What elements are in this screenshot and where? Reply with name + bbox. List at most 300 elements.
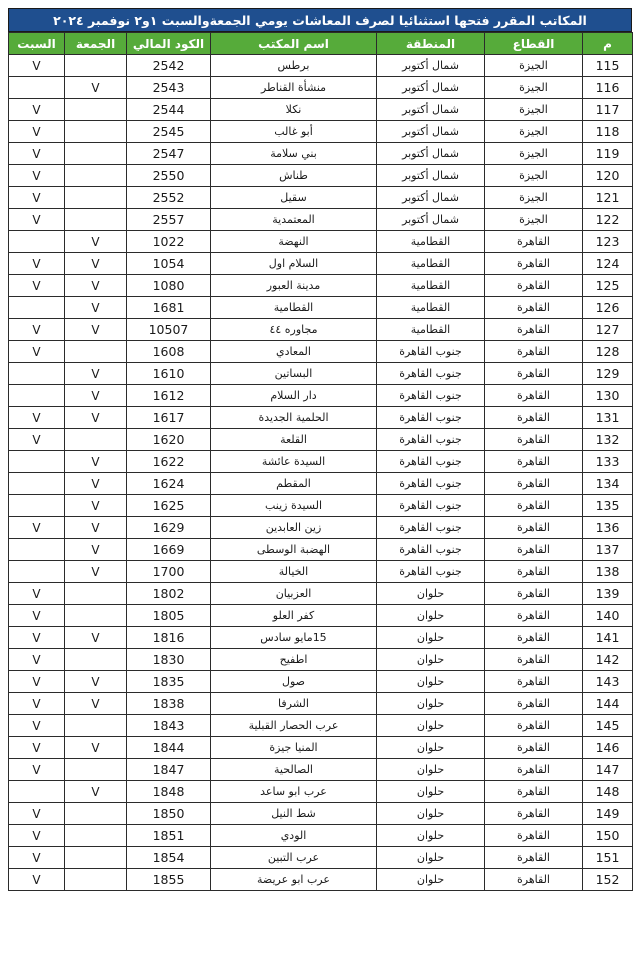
region-cell: القطامية [377, 319, 485, 341]
friday-cell [65, 803, 127, 825]
saturday-cell: V [9, 803, 65, 825]
region-cell: حلوان [377, 649, 485, 671]
saturday-cell: V [9, 825, 65, 847]
sector-cell: القاهرة [485, 495, 583, 517]
saturday-cell: V [9, 319, 65, 341]
region-cell: جنوب القاهرة [377, 363, 485, 385]
region-cell: حلوان [377, 847, 485, 869]
financial-code-cell: 1844 [127, 737, 211, 759]
saturday-cell: V [9, 407, 65, 429]
saturday-cell [9, 561, 65, 583]
sector-cell: القاهرة [485, 781, 583, 803]
friday-cell: V [65, 231, 127, 253]
serial-number-cell: 151 [583, 847, 633, 869]
financial-code-cell: 1855 [127, 869, 211, 891]
saturday-cell: V [9, 605, 65, 627]
table-row [9, 473, 633, 495]
friday-cell [65, 55, 127, 77]
financial-code-cell: 1854 [127, 847, 211, 869]
serial-number-cell: 140 [583, 605, 633, 627]
saturday-cell [9, 495, 65, 517]
table-row [9, 253, 633, 275]
friday-cell [65, 759, 127, 781]
saturday-cell: V [9, 55, 65, 77]
sector-cell: القاهرة [485, 847, 583, 869]
financial-code-cell: 1847 [127, 759, 211, 781]
saturday-cell: V [9, 869, 65, 891]
sector-cell: القاهرة [485, 363, 583, 385]
friday-cell: V [65, 297, 127, 319]
office-name-cell: المنيا جيزة [211, 737, 377, 759]
serial-number-cell: 136 [583, 517, 633, 539]
serial-number-cell: 145 [583, 715, 633, 737]
region-cell: شمال أكتوبر [377, 121, 485, 143]
region-cell: جنوب القاهرة [377, 473, 485, 495]
region-cell: جنوب القاهرة [377, 385, 485, 407]
office-name-cell: منشأة القناطر [211, 77, 377, 99]
table-row [9, 451, 633, 473]
sector-cell: الجيزة [485, 55, 583, 77]
region-cell: جنوب القاهرة [377, 517, 485, 539]
financial-code-cell: 1624 [127, 473, 211, 495]
serial-number-cell: 121 [583, 187, 633, 209]
financial-code-cell: 1612 [127, 385, 211, 407]
serial-number-cell: 142 [583, 649, 633, 671]
friday-cell [65, 869, 127, 891]
financial-code-cell: 1080 [127, 275, 211, 297]
table-row [9, 649, 633, 671]
region-cell: جنوب القاهرة [377, 407, 485, 429]
financial-code-cell: 1816 [127, 627, 211, 649]
saturday-cell [9, 451, 65, 473]
serial-number-cell: 125 [583, 275, 633, 297]
saturday-cell: V [9, 583, 65, 605]
table-row [9, 121, 633, 143]
region-cell: جنوب القاهرة [377, 495, 485, 517]
friday-cell: V [65, 319, 127, 341]
sector-cell: القاهرة [485, 649, 583, 671]
serial-number-cell: 130 [583, 385, 633, 407]
office-name-cell: القلعة [211, 429, 377, 451]
office-name-cell: كفر العلو [211, 605, 377, 627]
region-cell: القطامية [377, 231, 485, 253]
sector-cell: القاهرة [485, 517, 583, 539]
pension-offices-sheet [8, 8, 632, 891]
sector-cell: القاهرة [485, 605, 583, 627]
financial-code-cell: 2550 [127, 165, 211, 187]
office-name-cell: الصالحية [211, 759, 377, 781]
region-cell: حلوان [377, 693, 485, 715]
saturday-cell [9, 385, 65, 407]
financial-code-cell: 1625 [127, 495, 211, 517]
saturday-cell: V [9, 847, 65, 869]
table-row [9, 605, 633, 627]
friday-cell [65, 209, 127, 231]
office-name-cell: أبو غالب [211, 121, 377, 143]
serial-number-cell: 128 [583, 341, 633, 363]
office-name-cell: المعادي [211, 341, 377, 363]
serial-number-cell: 138 [583, 561, 633, 583]
friday-cell: V [65, 473, 127, 495]
serial-number-cell: 152 [583, 869, 633, 891]
friday-cell [65, 99, 127, 121]
friday-cell: V [65, 781, 127, 803]
serial-number-cell: 129 [583, 363, 633, 385]
sector-cell: القاهرة [485, 561, 583, 583]
serial-number-cell: 144 [583, 693, 633, 715]
saturday-cell: V [9, 649, 65, 671]
serial-number-cell: 141 [583, 627, 633, 649]
friday-cell: V [65, 253, 127, 275]
office-name-cell: المقطم [211, 473, 377, 495]
header-office-name: اسم المكتب [211, 33, 377, 55]
financial-code-cell: 2557 [127, 209, 211, 231]
table-row [9, 77, 633, 99]
region-cell: حلوان [377, 605, 485, 627]
sector-cell: القاهرة [485, 341, 583, 363]
saturday-cell: V [9, 253, 65, 275]
financial-code-cell: 2542 [127, 55, 211, 77]
friday-cell: V [65, 627, 127, 649]
friday-cell [65, 341, 127, 363]
region-cell: شمال أكتوبر [377, 187, 485, 209]
sector-cell: القاهرة [485, 671, 583, 693]
financial-code-cell: 2545 [127, 121, 211, 143]
friday-cell [65, 649, 127, 671]
saturday-cell [9, 473, 65, 495]
financial-code-cell: 1830 [127, 649, 211, 671]
office-name-cell: النهضة [211, 231, 377, 253]
sector-cell: القاهرة [485, 231, 583, 253]
serial-number-cell: 118 [583, 121, 633, 143]
table-row [9, 781, 633, 803]
office-name-cell: القطامية [211, 297, 377, 319]
sector-cell: القاهرة [485, 319, 583, 341]
financial-code-cell: 1620 [127, 429, 211, 451]
region-cell: القطامية [377, 297, 485, 319]
table-row [9, 737, 633, 759]
friday-cell: V [65, 275, 127, 297]
friday-cell [65, 715, 127, 737]
header-saturday: السبت [9, 33, 65, 55]
region-cell: حلوان [377, 825, 485, 847]
region-cell: حلوان [377, 737, 485, 759]
sector-cell: الجيزة [485, 77, 583, 99]
friday-cell: V [65, 495, 127, 517]
friday-cell [65, 187, 127, 209]
sector-cell: الجيزة [485, 165, 583, 187]
friday-cell: V [65, 539, 127, 561]
office-name-cell: عرب الحصار القبلية [211, 715, 377, 737]
office-name-cell: دار السلام [211, 385, 377, 407]
serial-number-cell: 120 [583, 165, 633, 187]
serial-number-cell: 127 [583, 319, 633, 341]
office-name-cell: العزبيان [211, 583, 377, 605]
serial-number-cell: 137 [583, 539, 633, 561]
financial-code-cell: 1851 [127, 825, 211, 847]
financial-code-cell: 1835 [127, 671, 211, 693]
saturday-cell: V [9, 693, 65, 715]
serial-number-cell: 132 [583, 429, 633, 451]
friday-cell: V [65, 517, 127, 539]
table-row [9, 231, 633, 253]
office-name-cell: السلام اول [211, 253, 377, 275]
serial-number-cell: 131 [583, 407, 633, 429]
table-row [9, 671, 633, 693]
sector-cell: القاهرة [485, 869, 583, 891]
sector-cell: القاهرة [485, 473, 583, 495]
saturday-cell: V [9, 187, 65, 209]
friday-cell [65, 847, 127, 869]
region-cell: شمال أكتوبر [377, 99, 485, 121]
financial-code-cell: 1838 [127, 693, 211, 715]
office-name-cell: الهضبة الوسطى [211, 539, 377, 561]
table-row [9, 715, 633, 737]
friday-cell: V [65, 737, 127, 759]
saturday-cell: V [9, 341, 65, 363]
serial-number-cell: 124 [583, 253, 633, 275]
sector-cell: القاهرة [485, 825, 583, 847]
saturday-cell: V [9, 737, 65, 759]
saturday-cell [9, 77, 65, 99]
saturday-cell: V [9, 165, 65, 187]
serial-number-cell: 119 [583, 143, 633, 165]
office-name-cell: الحلمية الجديدة [211, 407, 377, 429]
office-name-cell: عرب التبين [211, 847, 377, 869]
friday-cell [65, 605, 127, 627]
financial-code-cell: 2543 [127, 77, 211, 99]
serial-number-cell: 134 [583, 473, 633, 495]
header-region: المنطقة [377, 33, 485, 55]
sector-cell: القاهرة [485, 583, 583, 605]
table-row [9, 363, 633, 385]
sector-cell: القاهرة [485, 253, 583, 275]
financial-code-cell: 1805 [127, 605, 211, 627]
sector-cell: القاهرة [485, 539, 583, 561]
financial-code-cell: 1617 [127, 407, 211, 429]
serial-number-cell: 146 [583, 737, 633, 759]
table-row [9, 99, 633, 121]
offices-table [8, 32, 633, 891]
financial-code-cell: 1850 [127, 803, 211, 825]
table-row [9, 429, 633, 451]
sheet-title: المكاتب المقرر فتحها استثنائيا لصرف المعاشات يومي الجمعةوالسبت ١و٢ نوفمبر ٢٠٢٤ [8, 8, 632, 32]
serial-number-cell: 143 [583, 671, 633, 693]
friday-cell: V [65, 451, 127, 473]
serial-number-cell: 116 [583, 77, 633, 99]
office-name-cell: طناش [211, 165, 377, 187]
region-cell: حلوان [377, 869, 485, 891]
region-cell: جنوب القاهرة [377, 429, 485, 451]
serial-number-cell: 133 [583, 451, 633, 473]
table-row [9, 517, 633, 539]
saturday-cell: V [9, 715, 65, 737]
sector-cell: القاهرة [485, 451, 583, 473]
region-cell: شمال أكتوبر [377, 55, 485, 77]
friday-cell: V [65, 671, 127, 693]
saturday-cell [9, 297, 65, 319]
table-row [9, 209, 633, 231]
region-cell: جنوب القاهرة [377, 451, 485, 473]
table-row [9, 847, 633, 869]
financial-code-cell: 1700 [127, 561, 211, 583]
financial-code-cell: 1669 [127, 539, 211, 561]
financial-code-cell: 1848 [127, 781, 211, 803]
office-name-cell: شط النيل [211, 803, 377, 825]
table-row [9, 803, 633, 825]
sector-cell: الجيزة [485, 209, 583, 231]
office-name-cell: برطس [211, 55, 377, 77]
region-cell: شمال أكتوبر [377, 165, 485, 187]
financial-code-cell: 1054 [127, 253, 211, 275]
table-row [9, 143, 633, 165]
office-name-cell: سقيل [211, 187, 377, 209]
friday-cell [65, 143, 127, 165]
serial-number-cell: 115 [583, 55, 633, 77]
region-cell: حلوان [377, 803, 485, 825]
saturday-cell: V [9, 517, 65, 539]
sector-cell: القاهرة [485, 737, 583, 759]
serial-number-cell: 149 [583, 803, 633, 825]
office-name-cell: مدينة العبور [211, 275, 377, 297]
sector-cell: الجيزة [485, 99, 583, 121]
sector-cell: القاهرة [485, 385, 583, 407]
region-cell: جنوب القاهرة [377, 341, 485, 363]
office-name-cell: السيدة عائشة [211, 451, 377, 473]
table-row [9, 825, 633, 847]
office-name-cell: عرب ابو ساعد [211, 781, 377, 803]
office-name-cell: المعتمدية [211, 209, 377, 231]
header-serial-number: م [583, 33, 633, 55]
table-row [9, 319, 633, 341]
financial-code-cell: 2547 [127, 143, 211, 165]
saturday-cell [9, 781, 65, 803]
office-name-cell: السيدة زينب [211, 495, 377, 517]
saturday-cell: V [9, 275, 65, 297]
region-cell: شمال أكتوبر [377, 77, 485, 99]
header-row [9, 33, 633, 55]
table-row [9, 55, 633, 77]
friday-cell [65, 165, 127, 187]
table-row [9, 561, 633, 583]
saturday-cell: V [9, 759, 65, 781]
friday-cell [65, 121, 127, 143]
sector-cell: القاهرة [485, 297, 583, 319]
region-cell: حلوان [377, 715, 485, 737]
office-name-cell: نكلا [211, 99, 377, 121]
region-cell: جنوب القاهرة [377, 539, 485, 561]
table-row [9, 341, 633, 363]
office-name-cell: البساتين [211, 363, 377, 385]
region-cell: حلوان [377, 583, 485, 605]
financial-code-cell: 1681 [127, 297, 211, 319]
table-row [9, 583, 633, 605]
office-name-cell: زين العابدين [211, 517, 377, 539]
friday-cell [65, 825, 127, 847]
table-row [9, 759, 633, 781]
table-row [9, 495, 633, 517]
region-cell: جنوب القاهرة [377, 561, 485, 583]
financial-code-cell: 1843 [127, 715, 211, 737]
region-cell: القطامية [377, 253, 485, 275]
financial-code-cell: 10507 [127, 319, 211, 341]
sector-cell: الجيزة [485, 121, 583, 143]
sector-cell: القاهرة [485, 715, 583, 737]
region-cell: شمال أكتوبر [377, 209, 485, 231]
financial-code-cell: 2544 [127, 99, 211, 121]
sector-cell: القاهرة [485, 429, 583, 451]
office-name-cell: اطفيح [211, 649, 377, 671]
serial-number-cell: 148 [583, 781, 633, 803]
saturday-cell: V [9, 121, 65, 143]
table-row [9, 627, 633, 649]
saturday-cell: V [9, 671, 65, 693]
office-name-cell: مجاوره ٤٤ [211, 319, 377, 341]
saturday-cell: V [9, 209, 65, 231]
sector-cell: القاهرة [485, 693, 583, 715]
serial-number-cell: 150 [583, 825, 633, 847]
serial-number-cell: 117 [583, 99, 633, 121]
sector-cell: الجيزة [485, 187, 583, 209]
serial-number-cell: 123 [583, 231, 633, 253]
financial-code-cell: 1022 [127, 231, 211, 253]
serial-number-cell: 147 [583, 759, 633, 781]
financial-code-cell: 1802 [127, 583, 211, 605]
financial-code-cell: 2552 [127, 187, 211, 209]
saturday-cell [9, 539, 65, 561]
table-row [9, 385, 633, 407]
saturday-cell: V [9, 627, 65, 649]
sector-cell: القاهرة [485, 627, 583, 649]
header-friday: الجمعة [65, 33, 127, 55]
saturday-cell: V [9, 143, 65, 165]
office-name-cell: الودي [211, 825, 377, 847]
serial-number-cell: 122 [583, 209, 633, 231]
office-name-cell: بني سلامة [211, 143, 377, 165]
table-row [9, 407, 633, 429]
header-sector: القطاع [485, 33, 583, 55]
sector-cell: القاهرة [485, 407, 583, 429]
friday-cell: V [65, 385, 127, 407]
table-row [9, 275, 633, 297]
table-row [9, 693, 633, 715]
table-row [9, 297, 633, 319]
office-name-cell: صول [211, 671, 377, 693]
saturday-cell: V [9, 429, 65, 451]
financial-code-cell: 1622 [127, 451, 211, 473]
region-cell: حلوان [377, 759, 485, 781]
header-financial-code: الكود المالي [127, 33, 211, 55]
region-cell: حلوان [377, 627, 485, 649]
friday-cell: V [65, 561, 127, 583]
region-cell: حلوان [377, 781, 485, 803]
region-cell: القطامية [377, 275, 485, 297]
friday-cell: V [65, 693, 127, 715]
saturday-cell: V [9, 99, 65, 121]
saturday-cell [9, 363, 65, 385]
sector-cell: القاهرة [485, 759, 583, 781]
financial-code-cell: 1608 [127, 341, 211, 363]
table-row [9, 539, 633, 561]
table-row [9, 165, 633, 187]
office-name-cell: عرب ابو عريضة [211, 869, 377, 891]
saturday-cell [9, 231, 65, 253]
office-name-cell: 15مايو سادس [211, 627, 377, 649]
sector-cell: القاهرة [485, 275, 583, 297]
region-cell: حلوان [377, 671, 485, 693]
financial-code-cell: 1610 [127, 363, 211, 385]
financial-code-cell: 1629 [127, 517, 211, 539]
